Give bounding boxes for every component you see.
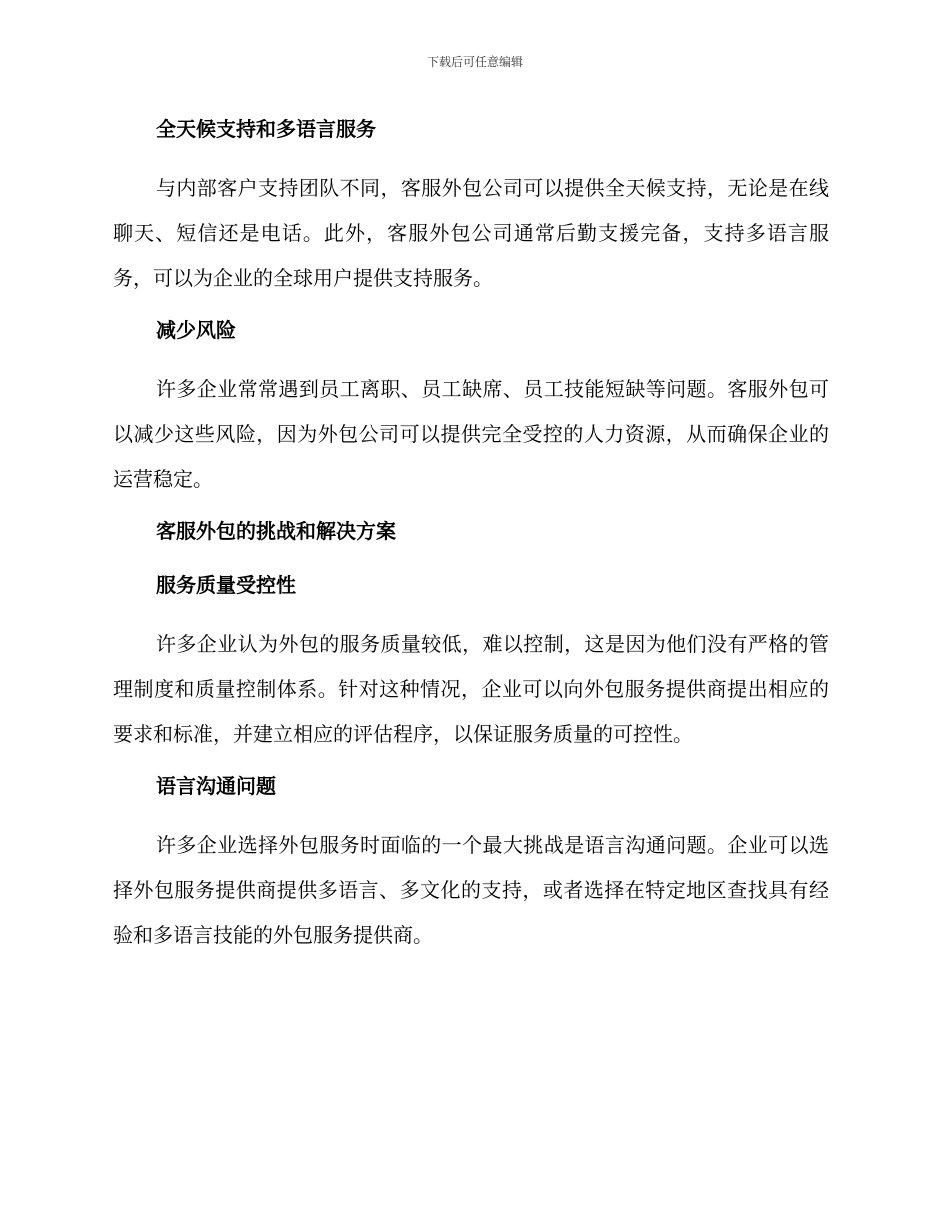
page-header: 下载后可任意编辑: [426, 55, 523, 69]
section-heading-quality: 服务质量受控性: [156, 573, 296, 597]
section-heading-language: 语言沟通问题: [156, 774, 276, 798]
paragraph-support: 与内部客户支持团队不同，客服外包公司可以提供全天候支持，无论是在线聊天、短信还是电话。此外，客服外包公司通常后勤支援完备，支持多语言服务，可以为企业的全球用户提供支持服务。: [113, 176, 829, 290]
paragraph-risk: 许多企业常常遇到员工离职、员工缺席、员工技能短缺等问题。客服外包可以减少这些风险，因为外包公司可以提供完全受控的人力资源，从而确保企业的运营稳定。: [113, 377, 829, 491]
section-heading-challenges: 客服外包的挑战和解决方案: [156, 519, 396, 543]
paragraph-quality: 许多企业认为外包的服务质量较低，难以控制，这是因为他们没有严格的管理制度和质量控制体系。针对这种情况，企业可以向外包服务提供商提出相应的要求和标准，并建立相应的评估程序，以保证服务质量的可控性。: [113, 632, 829, 746]
section-heading-support: 全天候支持和多语言服务: [156, 117, 376, 141]
document-body: [113, 112, 829, 970]
paragraph-language: 许多企业选择外包服务时面临的一个最大挑战是语言沟通问题。企业可以选择外包服务提供商提供多语言、多文化的支持，或者选择在特定地区查找具有经验和多语言技能的外包服务提供商。: [113, 833, 829, 947]
section-heading-risk: 减少风险: [156, 318, 236, 342]
